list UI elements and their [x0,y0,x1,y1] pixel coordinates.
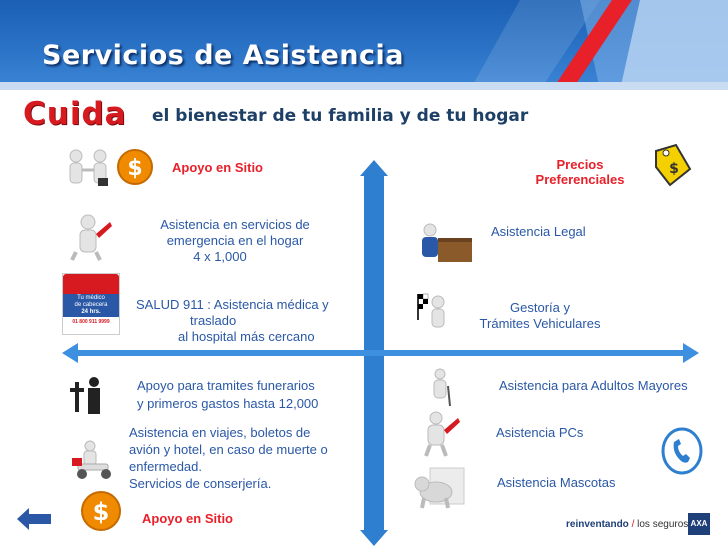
header-divider [0,82,728,90]
lawyer-desk-icon [412,220,474,266]
wrench-figure-icon [66,212,116,262]
viajes-line-4: Servicios de conserjería. [129,476,272,491]
coin-icon-bottom [80,488,122,534]
emergencia-line-2: emergencia en el hogar [166,233,304,248]
pc-figure-icon [418,410,464,460]
axis-arrow-down-icon [360,530,388,546]
footer-slogan-rest: los seguros [637,519,689,530]
horizontal-axis [75,350,685,356]
svg-text:$: $ [92,498,110,526]
mascotas-text: Asistencia Mascotas [497,475,616,490]
elder-figure-icon [426,368,454,408]
telephone-icon [660,426,704,476]
apoyo-en-sitio-bottom: Apoyo en Sitio [142,511,233,526]
viajes-line-2: avión y hotel, en caso de muerte o [129,442,328,457]
viajes-line-3: enfermedad. [129,459,202,474]
slash-icon: / [631,519,635,530]
legal-text: Asistencia Legal [491,224,586,239]
salud-card-line-2: de cabecera [74,302,108,308]
footer-slogan [566,519,688,530]
phone-card-icon [62,273,120,335]
salud-card-line-3: 24 hrs. [81,309,101,315]
dog-icon [408,464,470,510]
page-title: Servicios de Asistencia [42,40,404,71]
cuida-heading: Cuida [23,96,127,132]
tagline: el bienestar de tu familia y de tu hogar [152,106,529,126]
handshake-icon [64,148,116,192]
funerarios-line-2: y primeros gastos hasta 12,000 [137,396,319,411]
precios-text [530,157,630,187]
gestoria-text [470,300,610,332]
axis-arrow-left-icon [62,343,78,363]
axis-arrow-up-icon [360,160,388,176]
tag-icon [650,141,694,189]
apoyo-en-sitio-top: Apoyo en Sitio [172,160,263,175]
footer-slogan-bold: reinventando [566,519,629,530]
mayores-text: Asistencia para Adultos Mayores [499,378,688,393]
salud-line-2: traslado [190,313,237,328]
precios-line-1: Precios [556,157,604,172]
scooter-icon [70,440,116,480]
emergencia-line-1: Asistencia en servicios de [160,217,310,232]
gestoria-line-1: Gestoría y [510,300,570,315]
salud-line-3: al hospital más cercano [178,329,315,344]
svg-text:$: $ [669,161,679,177]
gestoria-line-2: Trámites Vehiculares [479,316,601,331]
pcs-text: Asistencia PCs [496,425,584,440]
emergencia-text [150,217,320,265]
cross-figure-icon [70,376,104,416]
salud-line-1: SALUD 911 : Asistencia médica y [136,297,329,312]
svg-text:$: $ [127,156,143,181]
back-arrow-icon[interactable] [17,508,51,530]
salud-card-line-1: Tu médico [77,295,105,301]
funerarios-line-1: Apoyo para tramites funerarios [137,378,315,393]
precios-line-2: Preferenciales [535,172,625,187]
axis-arrow-right-icon [683,343,699,363]
coin-icon [116,145,154,189]
emergencia-line-3: 4 x 1,000 [193,249,247,264]
viajes-text [129,424,328,492]
viajes-line-1: Asistencia en viajes, boletos de [129,425,311,440]
salud-card-phone: 01 800 911 9999 [72,319,110,325]
axa-logo: AXA [688,513,710,535]
checkered-flag-icon [412,290,452,334]
